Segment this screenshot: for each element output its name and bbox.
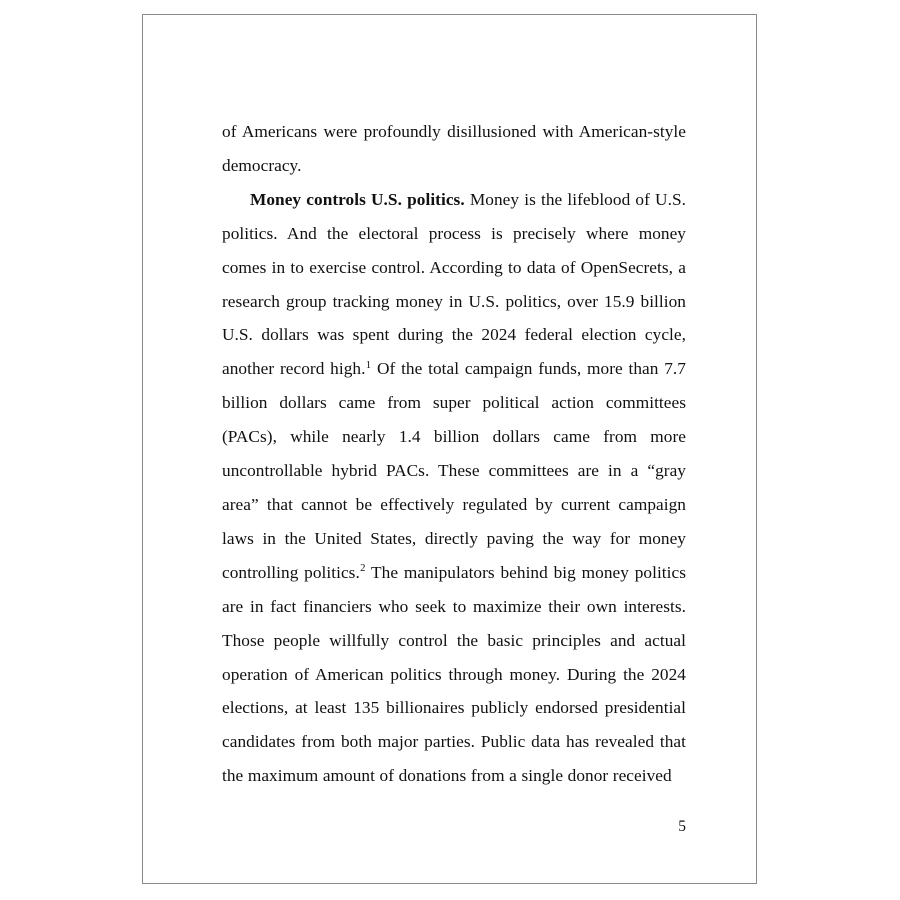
footnote-reference-2[interactable]: 2: [360, 562, 366, 575]
page-number: 5: [678, 818, 686, 835]
paragraph-continued: of Americans were profoundly disillusioned with American-style democracy.: [222, 122, 686, 175]
document-page: [142, 14, 757, 884]
paragraph-money-controls: [222, 183, 686, 793]
paragraph-lead-bold: Money controls U.S. politics.: [250, 189, 465, 209]
page-text-column: [222, 115, 686, 793]
footnote-reference-1[interactable]: 1: [365, 358, 372, 371]
paragraph-segment-1: Money is the lifeblood of U.S. politics. And the electoral process is precisely where money comes in to exercise control. According to data of OpenSecrets, a research group tracking money in U.S. politics, over 15.9 billion U.S. dollars was spent during the 2024 federal election cycle, another record high.: [222, 189, 686, 379]
paragraph-segment-3: The manipulators behind big money politics are in fact financiers who seek to maximize their own interests. Those people willfully control the basic principles and actual operation of American politics through money. During the 2024 elections, at least 135 billionaires publicly endorsed presidential candidates from both major parties. Public data has revealed that the maximum amount of donations from a single donor received: [222, 562, 687, 786]
paragraph-segment-2: Of the total campaign funds, more than 7.7 billion dollars came from super political action committees (PACs), while nearly 1.4 billion dollars came from more uncontrollable hybrid PACs. These committees are in a “gray area” that cannot be effectively regulated by current campaign laws in the United States, directly paving the way for money controlling politics.: [222, 359, 686, 582]
